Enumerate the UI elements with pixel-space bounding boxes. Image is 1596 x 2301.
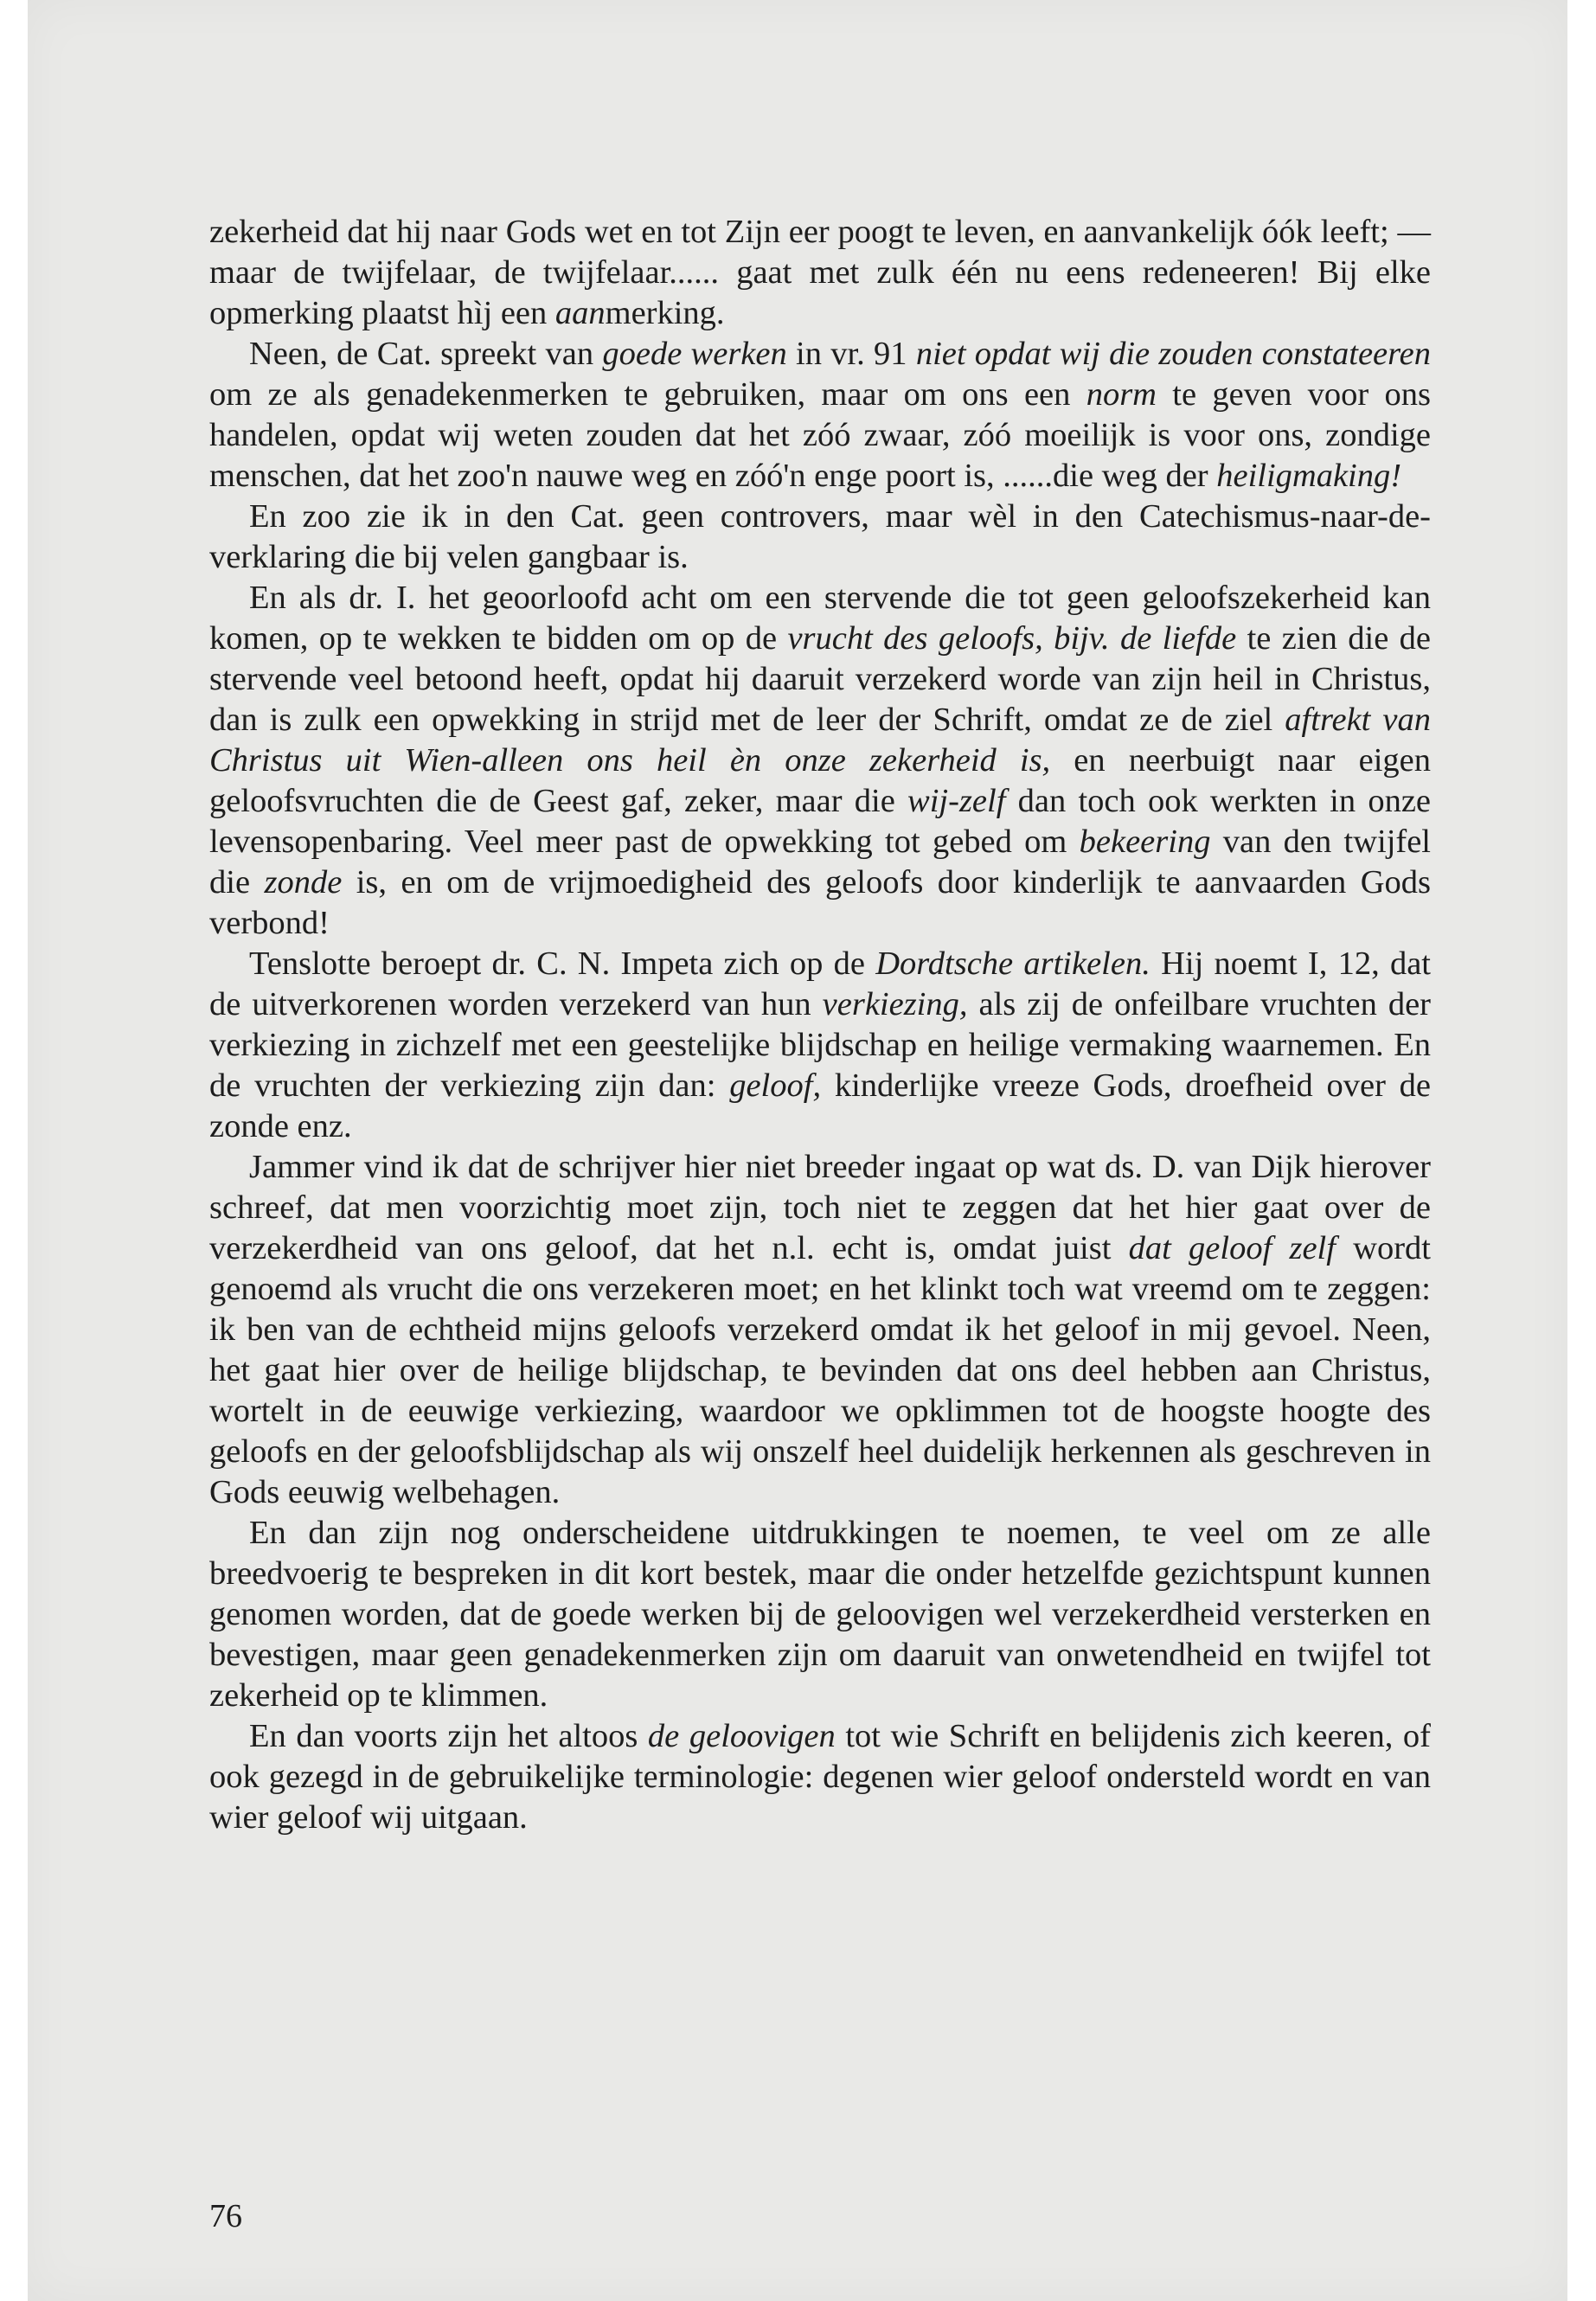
italic-run: geloof, [729, 1067, 822, 1104]
paragraph-5 [209, 944, 1431, 1147]
paragraph-6 [209, 1147, 1431, 1513]
text-run: wordt genoemd als vrucht die ons verzekeren moet; en het klinkt toch wat vreemd om te zeggen: ik ben van de echtheid mijns geloofs verzekerd omdat ik het geloof in mij gevoel. Neen, het gaat hier over de heilige blijdschap, te bevinden dat ons deel hebben aan Christus, wortelt in de eeuwige verkiezing, waardoor we opklimmen tot de hoogste hoogte des geloofs en der geloofsblijdschap als wij onszelf heel duidelijk herkennen als geschreven in Gods eeuwig welbehagen. [209, 1230, 1431, 1510]
text-run: te geven voor ons handelen, opdat wij weten zouden dat het zóó zwaar, zóó moeilijk is voor ons, zondige menschen, dat het zoo'n nauwe weg en zóó'n enge poort is, ......die weg der [209, 376, 1432, 494]
paragraph-4 [209, 578, 1431, 944]
italic-run: aftrekt van Christus uit Wien-alleen ons heil èn onze zekerheid is, [209, 702, 1431, 779]
text-run: dan toch ook werkten in onze levensopenbaring. Veel meer past de opwekking tot gebed om [209, 783, 1431, 860]
text-run: zekerheid dat hij naar Gods wet en tot Zijn eer poogt te leven, en aanvankelijk óók leeft; — maar de twijfelaar, de twijfelaar...... gaat met zulk één nu eens redeneeren! Bij elke opmerking plaatst hìj een [209, 214, 1431, 331]
italic-run: norm [1086, 376, 1157, 413]
italic-run: wij-zelf [907, 783, 1006, 819]
paragraph-8 [209, 1716, 1431, 1838]
italic-run: de geloovigen [647, 1718, 836, 1754]
book-page [28, 0, 1567, 2301]
text-run: in vr. 91 [786, 336, 916, 372]
text-run: om ze als genadekenmerken te gebruiken, maar om ons een [209, 376, 1086, 413]
text-run: van den twijfel die [209, 824, 1431, 901]
text-run: Jammer vind ik dat de schrijver hier niet breeder ingaat op wat ds. D. van Dijk hierover schreef, dat men voorzichtig moet zijn, toch niet te zeggen dat het hier gaat over de verzekerdheid van ons geloof, dat het n.l. echt is, omdat juist [209, 1149, 1431, 1266]
body-text [209, 212, 1431, 1838]
text-run: merking. [605, 295, 725, 331]
text-run: En zoo zie ik in den Cat. geen controvers, maar wèl in den Catechismus-naar-de-verklaring die bij velen gangbaar is. [209, 498, 1431, 575]
text-run: En als dr. I. het geoorloofd acht om een stervende die tot geen geloofszekerheid kan komen, op te wekken te bidden om op de [209, 580, 1431, 657]
text-run: kinderlijke vreeze Gods, droefheid over de zonde enz. [209, 1067, 1431, 1144]
italic-run: zonde [264, 864, 343, 901]
text-run: Neen, de Cat. spreekt van [249, 336, 603, 372]
italic-run: goede werken [602, 336, 787, 372]
text-run: Tenslotte beroept dr. C. N. Impeta zich op de [249, 945, 876, 982]
text-run: tot wie Schrift en belijdenis zich keeren, of ook gezegd in de gebruikelijke terminologie: degenen wier geloof ondersteld wordt en van wier geloof wij uitgaan. [209, 1718, 1431, 1836]
page-number: 76 [209, 2198, 242, 2234]
italic-run: heiligmaking! [1216, 458, 1402, 494]
text-run: te zien die de stervende veel betoond heeft, opdat hij daaruit verzekerd worde van zijn heil in Christus, dan is zulk een opwekking in strijd met de leer der Schrift, omdat ze de ziel [209, 620, 1431, 738]
text-run: en neerbuigt naar eigen geloofsvruchten die de Geest gaf, zeker, maar die [209, 742, 1431, 819]
italic-run: vrucht des geloofs, bijv. de liefde [787, 620, 1237, 657]
italic-run: niet opdat wij die zouden constateeren [915, 336, 1432, 372]
paragraph-1 [209, 212, 1431, 334]
text-run: is, en om de vrijmoedigheid des geloofs door kinderlijk te aanvaarden Gods verbond! [209, 864, 1431, 941]
italic-run: aan [554, 295, 606, 331]
paragraph-3 [209, 497, 1431, 578]
paragraph-2 [209, 334, 1431, 497]
italic-run: dat geloof zelf [1128, 1230, 1336, 1266]
italic-run: bekeering [1079, 824, 1211, 860]
italic-run: Dordtsche artikelen. [875, 945, 1151, 982]
text-run: Hij noemt I, 12, dat de uitverkorenen worden verzekerd van hun [209, 945, 1431, 1022]
italic-run: verkiezing, [822, 986, 968, 1022]
text-run: En dan zijn nog onderscheidene uitdrukkingen te noemen, te veel om ze alle breedvoerig te bespreken in dit kort bestek, maar die onder hetzelfde gezichtspunt kunnen genomen worden, dat de goede werken bij de geloovigen wel verzekerdheid versterken en bevestigen, maar geen genadekenmerken zijn om daaruit van onwetendheid en twijfel tot zekerheid op te klimmen. [209, 1515, 1431, 1714]
text-run: als zij de onfeilbare vruchten der verkiezing in zichzelf met een geestelijke blijdschap en heilige vermaking waarnemen. En de vruchten der verkiezing zijn dan: [209, 986, 1431, 1104]
text-run: En dan voorts zijn het altoos [249, 1718, 648, 1754]
paragraph-7 [209, 1513, 1431, 1716]
